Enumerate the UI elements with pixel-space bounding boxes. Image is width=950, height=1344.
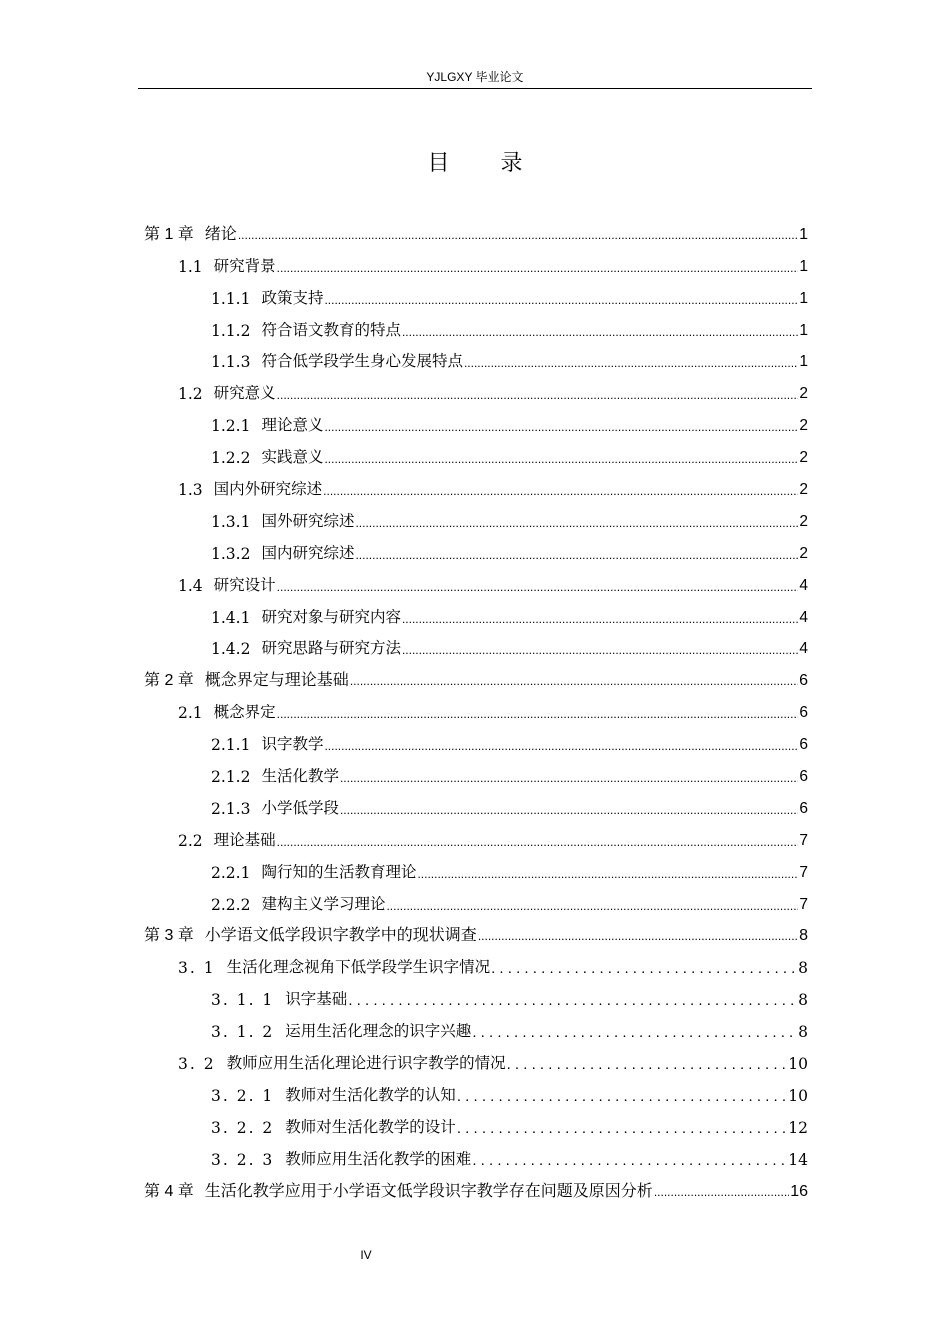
toc-entry-label: 政策支持: [261, 288, 324, 307]
toc-entry[interactable]: [144, 850, 808, 882]
toc-entry[interactable]: [144, 308, 808, 340]
toc-entry-page: 7: [799, 831, 808, 849]
toc-dot-leader: [277, 385, 799, 403]
toc-entry-label: 建构主义学习理论: [261, 894, 386, 913]
toc-entry-number: 1.1.1: [211, 289, 251, 308]
toc-entry[interactable]: [144, 786, 808, 818]
toc-entry-number: 3. 2: [178, 1055, 216, 1074]
toc-dot-leader: [654, 1183, 789, 1201]
toc-entry-page: 16: [790, 1182, 808, 1200]
toc-entry[interactable]: [144, 435, 808, 467]
toc-entry-label: 国内研究综述: [261, 543, 355, 562]
toc-entry[interactable]: [144, 563, 808, 595]
toc-entry-page: 1: [799, 257, 808, 275]
toc-entry-label: 教师应用生活化教学的困难: [285, 1149, 472, 1168]
toc-entry-label: 教师对生活化教学的设计: [285, 1117, 456, 1136]
toc-entry[interactable]: [144, 467, 808, 499]
toc-entry-label: 研究对象与研究内容: [261, 607, 401, 626]
toc-dot-leader: [324, 417, 798, 435]
toc-dot-leader: [324, 736, 798, 754]
toc-entry-number: 第 1 章: [144, 225, 194, 243]
toc-entry-label: 研究思路与研究方法: [261, 639, 401, 658]
toc-entry-page: 7: [799, 895, 808, 913]
toc-entry-number: 第 3 章: [144, 927, 194, 945]
toc-entry-label: 生活化理念视角下低学段学生识字情况: [226, 958, 491, 977]
toc-entry-number: 3. 2. 3: [211, 1150, 275, 1169]
toc-entry[interactable]: [144, 1105, 808, 1137]
toc-entry-number: 第 4 章: [144, 1182, 194, 1200]
toc-entry-label: 教师应用生活化理论进行识字教学的情况: [226, 1054, 506, 1073]
toc-dot-leader: [402, 609, 798, 627]
toc-entry-number: 1.3.2: [211, 544, 251, 563]
toc-entry-number: 1.4: [178, 576, 203, 595]
toc-entry[interactable]: [144, 276, 808, 308]
toc-entry-number: 2.1.2: [211, 768, 251, 787]
toc-dot-leader: [340, 800, 798, 818]
toc-entry-label: 符合语文教育的特点: [261, 320, 401, 339]
toc-dot-leader: [472, 1151, 787, 1169]
toc-entry-page: 10: [788, 1055, 808, 1074]
toc-entry-number: 第 2 章: [144, 672, 194, 690]
toc-entry-number: 2.1.3: [211, 799, 251, 818]
toc-entry-number: 1.2.1: [211, 417, 251, 436]
toc-dot-leader: [350, 672, 798, 690]
toc-entry[interactable]: [144, 1073, 808, 1105]
toc-entry-number: 3. 2. 2: [211, 1118, 275, 1137]
toc-dot-leader: [472, 1023, 797, 1041]
toc-entry-page: 4: [799, 608, 808, 626]
toc-entry-label: 小学低学段: [261, 798, 339, 817]
toc-entry[interactable]: [144, 658, 808, 690]
toc-entry-label: 识字基础: [285, 990, 348, 1009]
toc-entry-label: 研究设计: [213, 575, 276, 594]
toc-dot-leader: [507, 1055, 788, 1073]
toc-entry[interactable]: [144, 340, 808, 372]
toc-entry-page: 1: [799, 353, 808, 371]
toc-entry-page: 2: [799, 481, 808, 499]
toc-entry-number: 2.1: [178, 704, 203, 723]
page-number: IV: [360, 1248, 372, 1262]
toc-entry[interactable]: [144, 1169, 808, 1201]
toc-entry-page: 4: [799, 640, 808, 658]
toc-entry[interactable]: [144, 977, 808, 1009]
toc-entry-label: 生活化教学: [261, 767, 339, 786]
toc-entry-label: 概念界定: [213, 703, 276, 722]
toc-dot-leader: [340, 768, 798, 786]
toc-entry-page: 6: [799, 736, 808, 754]
toc-entry-number: 2.1.1: [211, 736, 251, 755]
toc-entry-page: 6: [799, 799, 808, 817]
toc-dot-leader: [277, 704, 799, 722]
toc-dot-leader: [386, 896, 798, 914]
toc-entry-label: 符合低学段学生身心发展特点: [261, 352, 463, 371]
running-header: YJLGXY 毕业论文: [426, 70, 524, 84]
toc-dot-leader: [323, 481, 798, 499]
toc-entry-number: 2.2.1: [211, 863, 251, 882]
toc-dot-leader: [417, 864, 798, 882]
toc-entry[interactable]: [144, 818, 808, 850]
toc-entry-page: 7: [799, 863, 808, 881]
header-rule: [138, 88, 812, 89]
toc-dot-leader: [464, 353, 798, 371]
toc-entry-label: 国内外研究综述: [213, 480, 323, 499]
toc-entry-page: 8: [799, 927, 808, 945]
toc-entry-page: 2: [799, 449, 808, 467]
toc-entry-page: 14: [788, 1150, 808, 1169]
toc-entry-label: 小学语文低学段识字教学中的现状调查: [204, 927, 477, 945]
toc-entry-page: 6: [799, 672, 808, 690]
toc-entry-number: 1.1.3: [211, 353, 251, 372]
toc-entry-number: 1.2: [178, 385, 203, 404]
toc-entry-page: 1: [799, 289, 808, 307]
toc-entry-page: 4: [799, 576, 808, 594]
toc-entry-page: 2: [799, 385, 808, 403]
toc-dot-leader: [478, 927, 798, 945]
toc-dot-leader: [277, 258, 799, 276]
toc-entry-label: 理论基础: [213, 830, 276, 849]
toc-entry-number: 1.4.1: [211, 608, 251, 627]
toc-entry-label: 教师对生活化教学的认知: [285, 1085, 456, 1104]
toc-dot-leader: [238, 226, 798, 244]
toc-entry-number: 1.1: [178, 257, 203, 276]
toc-entry[interactable]: [144, 244, 808, 276]
toc-entry-number: 1.4.2: [211, 640, 251, 659]
toc-entry-page: 1: [799, 321, 808, 339]
toc-entry[interactable]: [144, 403, 808, 435]
toc-dot-leader: [457, 1119, 787, 1137]
toc-entry-page: 6: [799, 704, 808, 722]
toc-entry[interactable]: [144, 1009, 808, 1041]
toc-entry[interactable]: [144, 945, 808, 977]
toc-entry-label: 研究意义: [213, 384, 276, 403]
toc-entry-page: 12: [788, 1118, 808, 1137]
toc-dot-leader: [355, 513, 798, 531]
toc-entry-number: 3. 1: [178, 959, 216, 978]
toc-entry-page: 1: [799, 225, 808, 243]
toc-dot-leader: [457, 1087, 787, 1105]
toc-entry[interactable]: [144, 882, 808, 914]
toc-title: 目 录: [427, 151, 545, 176]
toc-entry-number: 1.3: [178, 481, 203, 500]
toc-entry[interactable]: [144, 754, 808, 786]
toc-entry-label: 识字教学: [261, 735, 324, 754]
toc-entry-number: 1.2.2: [211, 449, 251, 468]
toc-entry[interactable]: [144, 531, 808, 563]
toc-entry-page: 2: [799, 544, 808, 562]
toc-dot-leader: [491, 959, 797, 977]
toc-entry[interactable]: [144, 499, 808, 531]
toc-dot-leader: [324, 290, 798, 308]
toc-entry-number: 3. 1. 2: [211, 1023, 275, 1042]
toc-entry-number: 2.2: [178, 831, 203, 850]
toc-entry-page: 8: [798, 1023, 808, 1042]
toc-entry-label: 陶行知的生活教育理论: [261, 862, 417, 881]
toc-entry-page: 6: [799, 768, 808, 786]
toc-entry-page: 8: [798, 991, 808, 1010]
toc-entry-label: 实践意义: [261, 448, 324, 467]
toc-dot-leader: [277, 832, 799, 850]
toc-entry-label: 理论意义: [261, 416, 324, 435]
toc-entry-label: 生活化教学应用于小学语文低学段识字教学存在问题及原因分析: [204, 1182, 653, 1200]
toc-dot-leader: [402, 640, 798, 658]
toc-dot-leader: [355, 545, 798, 563]
toc-entry[interactable]: [144, 371, 808, 403]
toc-entry[interactable]: [144, 690, 808, 722]
toc-entry-label: 运用生活化理念的识字兴趣: [285, 1022, 472, 1041]
toc-entry-number: 3. 2. 1: [211, 1086, 275, 1105]
toc-dot-leader: [277, 577, 799, 595]
toc-entry-page: 8: [798, 959, 808, 978]
toc-entry-number: 2.2.2: [211, 895, 251, 914]
toc-entry[interactable]: [144, 595, 808, 627]
toc-entry-page: 10: [788, 1086, 808, 1105]
toc-dot-leader: [348, 991, 797, 1009]
toc-entry-number: 1.3.1: [211, 512, 251, 531]
toc-entry-label: 绪论: [204, 225, 237, 243]
toc-dot-leader: [402, 322, 798, 340]
toc-entry[interactable]: [144, 1041, 808, 1073]
toc-entry-label: 国外研究综述: [261, 511, 355, 530]
toc-entry-label: 研究背景: [213, 256, 276, 275]
toc-entry[interactable]: [144, 914, 808, 946]
toc-entry-label: 概念界定与理论基础: [204, 672, 349, 690]
toc-dot-leader: [324, 449, 798, 467]
toc-entry[interactable]: [144, 212, 808, 244]
toc-entry-number: 1.1.2: [211, 321, 251, 340]
toc-entry-number: 3. 1. 1: [211, 991, 275, 1010]
toc-entry[interactable]: [144, 722, 808, 754]
toc-entry-page: 2: [799, 512, 808, 530]
table-of-contents: [144, 212, 808, 1201]
toc-entry[interactable]: [144, 627, 808, 659]
toc-entry[interactable]: [144, 1137, 808, 1169]
toc-entry-page: 2: [799, 417, 808, 435]
